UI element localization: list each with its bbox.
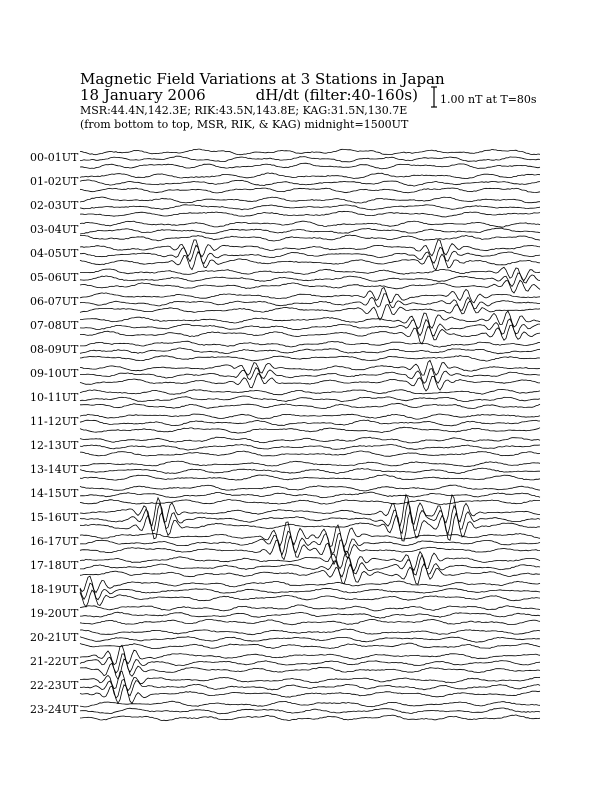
row-label: 22-23UT bbox=[30, 679, 79, 692]
waveform-msr-21-22UT bbox=[80, 659, 540, 679]
waveform-kag-06-07UT bbox=[80, 288, 540, 303]
waveform-kag-13-14UT bbox=[80, 461, 540, 466]
waveform-rik-20-21UT bbox=[80, 637, 540, 643]
waveform-kag-08-09UT bbox=[80, 341, 540, 347]
waveform-rik-11-12UT bbox=[80, 420, 540, 426]
waveform-msr-11-12UT bbox=[80, 427, 540, 433]
waveform-rik-13-14UT bbox=[80, 468, 540, 473]
waveform-kag-11-12UT bbox=[80, 414, 540, 419]
row-label: 14-15UT bbox=[30, 487, 79, 500]
waveform-rik-03-04UT bbox=[80, 228, 540, 234]
row-label: 03-04UT bbox=[30, 223, 79, 236]
waveform-msr-10-11UT bbox=[80, 403, 540, 408]
waveform-msr-16-17UT bbox=[80, 536, 540, 564]
waveform-msr-23-24UT bbox=[80, 715, 540, 721]
waveform-kag-19-20UT bbox=[80, 605, 540, 611]
waveform-msr-05-06UT bbox=[80, 280, 540, 293]
row-label: 06-07UT bbox=[30, 295, 79, 308]
waveform-msr-03-04UT bbox=[80, 235, 540, 241]
row-label: 10-11UT bbox=[30, 391, 79, 404]
waveform-rik-12-13UT bbox=[80, 445, 540, 451]
row-label: 18-19UT bbox=[30, 583, 79, 596]
row-label: 12-13UT bbox=[30, 439, 79, 452]
row-label: 05-06UT bbox=[30, 271, 79, 284]
waveform-rik-00-01UT bbox=[80, 156, 540, 162]
waveform-kag-14-15UT bbox=[80, 485, 540, 491]
scale-label: 1.00 nT at T=80s bbox=[440, 93, 537, 106]
waveform-kag-18-19UT bbox=[80, 576, 540, 593]
row-label: 17-18UT bbox=[30, 559, 79, 572]
waveform-rik-05-06UT bbox=[80, 273, 540, 287]
waveform-msr-00-01UT bbox=[80, 163, 540, 169]
station-order-note: (from bottom to top, MSR, RIK, & KAG) midnight=1500UT bbox=[80, 118, 409, 131]
waveform-msr-12-13UT bbox=[80, 451, 540, 456]
waveform-msr-01-02UT bbox=[80, 188, 540, 193]
row-label: 23-24UT bbox=[30, 703, 79, 716]
waveform-kag-12-13UT bbox=[80, 437, 540, 443]
waveform-msr-20-21UT bbox=[80, 643, 540, 648]
chart-title: Magnetic Field Variations at 3 Stations in Japan bbox=[80, 70, 445, 88]
row-label: 20-21UT bbox=[30, 631, 79, 644]
waveform-msr-13-14UT bbox=[80, 475, 540, 480]
waveform-rik-18-19UT bbox=[80, 583, 540, 600]
row-label: 19-20UT bbox=[30, 607, 79, 620]
waveform-kag-02-03UT bbox=[80, 197, 540, 203]
waveform-kag-21-22UT bbox=[80, 645, 540, 664]
waveform-kag-03-04UT bbox=[80, 221, 540, 227]
waveform-rik-01-02UT bbox=[80, 180, 540, 186]
waveform-kag-00-01UT bbox=[80, 149, 540, 155]
row-label: 01-02UT bbox=[30, 175, 79, 188]
row-label: 11-12UT bbox=[30, 415, 79, 428]
waveform-kag-23-24UT bbox=[80, 701, 540, 707]
waveform-kag-01-02UT bbox=[80, 173, 540, 179]
waveform-kag-05-06UT bbox=[80, 267, 540, 280]
waveform-rik-10-11UT bbox=[80, 396, 540, 402]
waveform-kag-10-11UT bbox=[80, 390, 540, 395]
row-label: 07-08UT bbox=[30, 319, 79, 332]
waveform-msr-19-20UT bbox=[80, 619, 540, 624]
waveform-msr-02-03UT bbox=[80, 211, 540, 217]
waveform-kag-15-16UT bbox=[80, 495, 540, 526]
waveform-rik-16-17UT bbox=[80, 531, 540, 555]
row-label: 21-22UT bbox=[30, 655, 79, 668]
chart-date: 18 January 2006 bbox=[80, 86, 206, 104]
row-label: 08-09UT bbox=[30, 343, 79, 356]
row-label: 04-05UT bbox=[30, 247, 79, 260]
waveform-rik-23-24UT bbox=[80, 708, 540, 714]
waveform-msr-14-15UT bbox=[80, 500, 540, 505]
row-label: 00-01UT bbox=[30, 151, 79, 164]
row-label: 13-14UT bbox=[30, 463, 79, 476]
waveform-rik-02-03UT bbox=[80, 205, 540, 210]
waveform-kag-20-21UT bbox=[80, 629, 540, 635]
waveform-rik-19-20UT bbox=[80, 612, 540, 618]
waveform-kag-09-10UT bbox=[80, 360, 540, 375]
row-label: 02-03UT bbox=[30, 199, 79, 212]
station-coordinates: MSR:44.4N,142.3E; RIK:43.5N,143.8E; KAG:31.5N,130.7E bbox=[80, 104, 408, 117]
chart-quantity: dH/dt (filter:40-160s) bbox=[255, 86, 418, 104]
waveform-rik-14-15UT bbox=[80, 492, 540, 498]
waveform-rik-08-09UT bbox=[80, 348, 540, 354]
row-label: 16-17UT bbox=[30, 535, 79, 548]
waveform-kag-17-18UT bbox=[80, 551, 540, 571]
row-label: 09-10UT bbox=[30, 367, 79, 380]
waveform-msr-08-09UT bbox=[80, 356, 540, 362]
row-label: 15-16UT bbox=[30, 511, 79, 524]
